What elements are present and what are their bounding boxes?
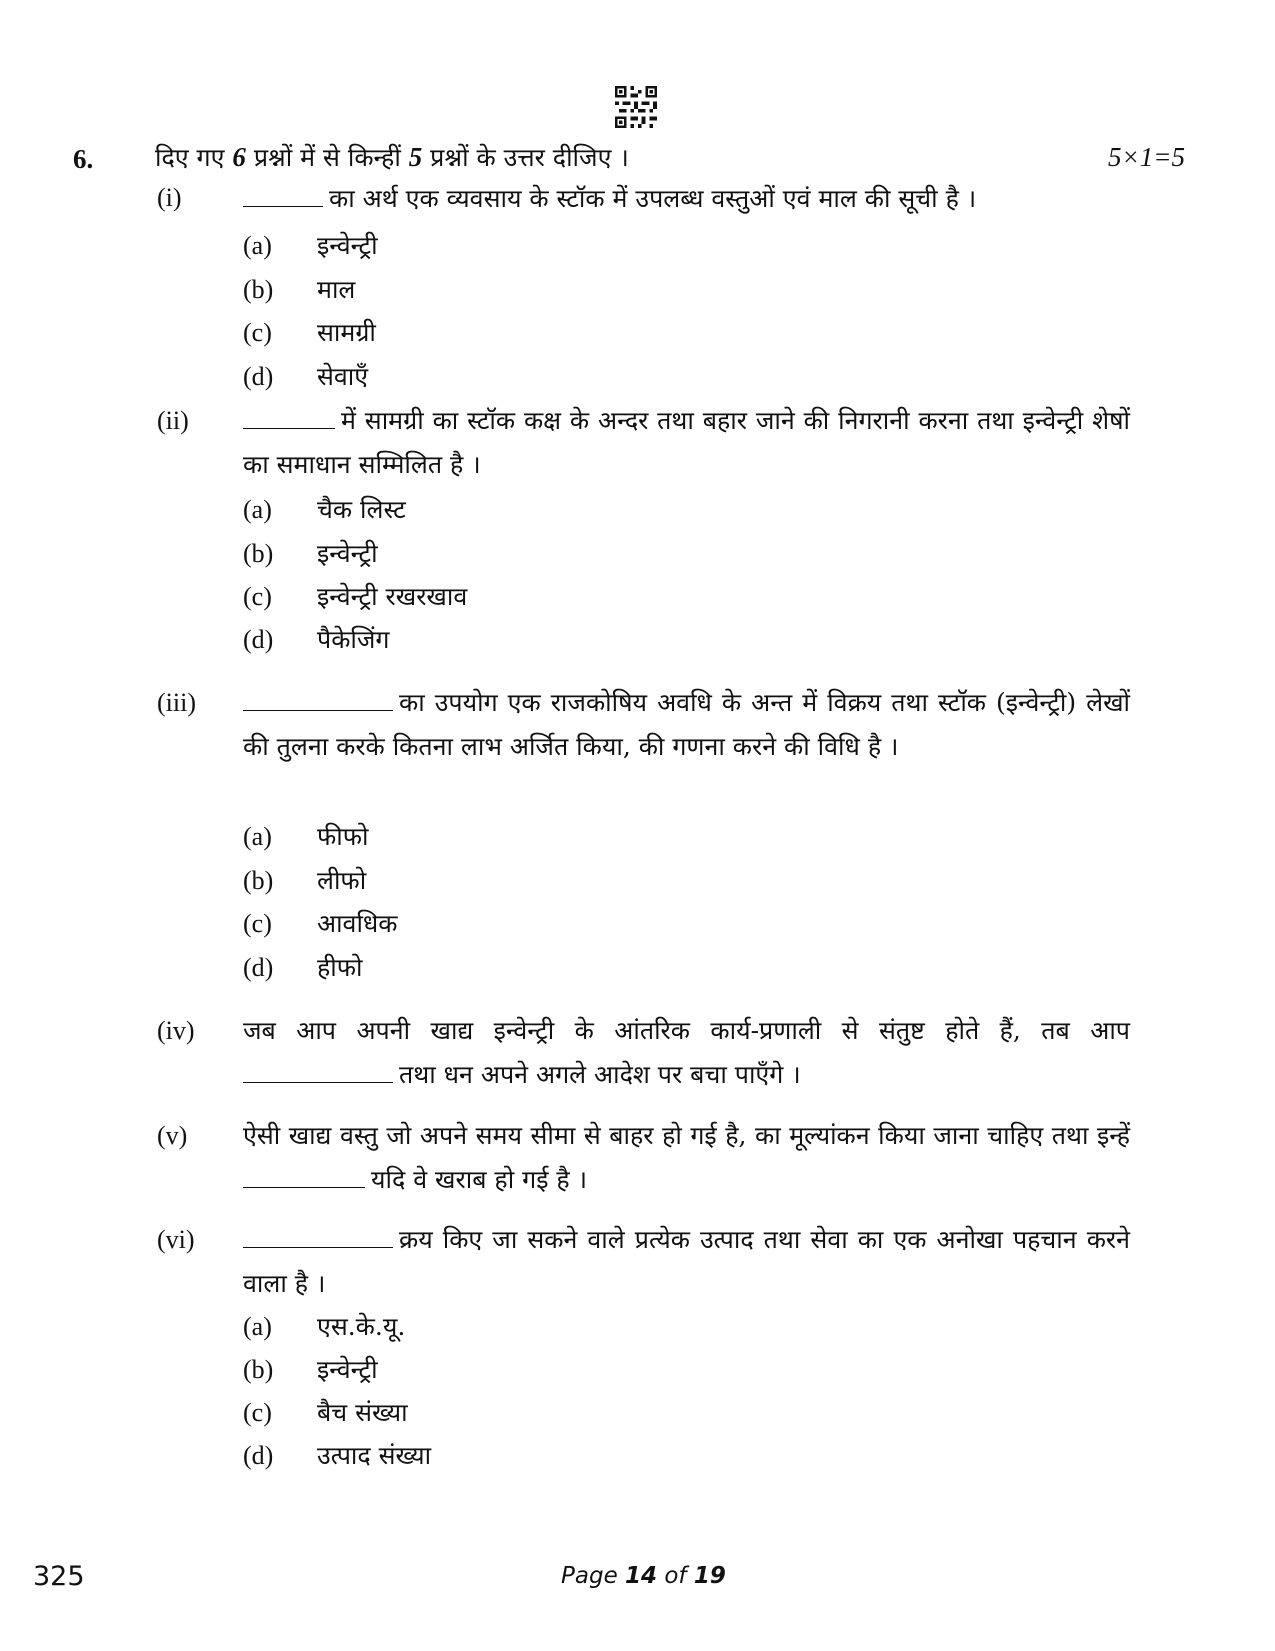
answer-blank: [243, 685, 393, 711]
subquestion-text: का अर्थ एक व्यवसाय के स्टॉक में उपलब्ध वस्तुओं एवं माल की सूची है ।: [243, 177, 1130, 221]
qr-code: [614, 86, 658, 128]
option: (d) पैकेजिंग: [243, 625, 390, 654]
subquestion-text: क्रय किए जा सकने वाले प्रत्येक उत्पाद तथा सेवा का एक अनोखा पहचान करने वाला है ।: [243, 1218, 1130, 1306]
subquestion-number: (ii): [157, 406, 189, 435]
marks-allocation: 5×1=5: [1108, 142, 1185, 172]
option: (a) इन्वेन्ट्री: [243, 231, 378, 260]
question-number: 6.: [73, 144, 94, 174]
option: (d) सेवाएँ: [243, 362, 369, 391]
option: (d) हीफो: [243, 953, 363, 982]
option: (d) उत्पाद संख्या: [243, 1441, 432, 1470]
subquestion-number: (iv): [157, 1016, 195, 1045]
option: (b) माल: [243, 275, 356, 304]
subquestion-number: (i): [157, 183, 182, 212]
answer-blank: [243, 1057, 393, 1083]
answer-blank: [243, 181, 323, 207]
answer-blank: [243, 1162, 365, 1188]
subquestion-number: (iii): [157, 688, 196, 717]
option: (c) सामग्री: [243, 318, 376, 347]
page-number: Page 14 of 19: [561, 1563, 726, 1589]
option: (b) इन्वेन्ट्री: [243, 539, 378, 568]
option: (b) इन्वेन्ट्री: [243, 1355, 378, 1384]
paper-code: 325: [33, 1561, 85, 1592]
subquestion-number: (vi): [157, 1225, 195, 1254]
option: (c) इन्वेन्ट्री रखरखाव: [243, 582, 468, 611]
option: (a) एस.के.यू.: [243, 1312, 406, 1341]
subquestion-text: जब आप अपनी खाद्य इन्वेन्ट्री के आंतरिक कार्य-प्रणाली से संतुष्ट होते हैं, तब आप तथा धन अपने अगले आदेश पर बचा पाएँगे ।: [243, 1016, 1130, 1089]
subquestion-number: (v): [157, 1121, 188, 1150]
subquestion-text: में सामग्री का स्टॉक कक्ष के अन्दर तथा बहार जाने की निगरानी करना तथा इन्वेन्ट्री शेषों का समाधान सम्मिलित है ।: [243, 399, 1130, 487]
option: (c) बैच संख्या: [243, 1398, 408, 1427]
question-instruction: दिए गए 6 प्रश्नों में से किन्हीं 5 प्रश्नों के उत्तर दीजिए ।: [155, 142, 629, 172]
answer-blank: [243, 403, 335, 429]
answer-blank: [243, 1222, 393, 1248]
subquestion-text: का उपयोग एक राजकोषिय अवधि के अन्त में विक्रय तथा स्टॉक (इन्वेन्ट्री) लेखों की तुलना करके कितना लाभ अर्जित किया, की गणना करने की विधि है ।: [243, 681, 1130, 769]
option: (a) चैक लिस्ट: [243, 495, 406, 524]
subquestion-text: ऐसी खाद्य वस्तु जो अपने समय सीमा से बाहर हो गई है, का मूल्यांकन किया जाना चाहिए तथा इन्हें यदि वे खराब हो गई है ।: [243, 1121, 1130, 1194]
option: (a) फीफो: [243, 822, 369, 851]
option: (b) लीफो: [243, 866, 367, 895]
option: (c) आवधिक: [243, 909, 398, 938]
